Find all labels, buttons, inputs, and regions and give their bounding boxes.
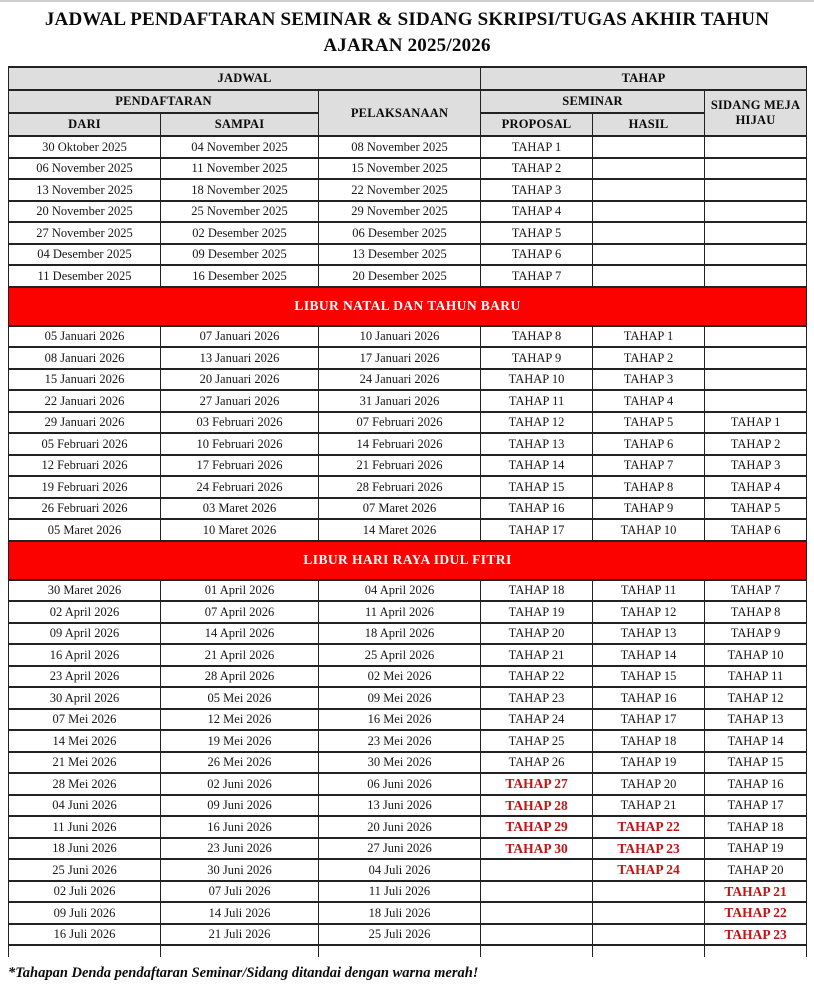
cell-sidang-meja-hijau: TAHAP 4 <box>705 476 807 498</box>
cell-sampai: 24 Februari 2026 <box>161 476 319 498</box>
cell-sidang-meja-hijau <box>705 136 807 158</box>
header-pendaftaran: PENDAFTARAN <box>9 90 319 113</box>
cell-sampai: 16 Desember 2025 <box>161 265 319 287</box>
cell-sampai: 25 November 2025 <box>161 201 319 223</box>
cell-sidang-meja-hijau: TAHAP 19 <box>705 838 807 860</box>
table-row <box>9 519 807 541</box>
cell-sampai: 23 Juni 2026 <box>161 838 319 860</box>
cell-pelaksanaan <box>319 945 481 957</box>
cell-sidang-meja-hijau: TAHAP 13 <box>705 709 807 731</box>
cell-dari: 27 November 2025 <box>9 222 161 244</box>
cell-hasil <box>593 265 705 287</box>
cell-dari: 02 April 2026 <box>9 601 161 623</box>
cell-dari: 05 Februari 2026 <box>9 433 161 455</box>
cell-pelaksanaan: 02 Mei 2026 <box>319 666 481 688</box>
cell-pelaksanaan: 23 Mei 2026 <box>319 730 481 752</box>
cell-proposal <box>481 945 593 957</box>
cell-dari: 07 Mei 2026 <box>9 709 161 731</box>
header-sampai: SAMPAI <box>161 113 319 136</box>
cell-pelaksanaan: 30 Mei 2026 <box>319 752 481 774</box>
cell-hasil <box>593 902 705 924</box>
table-row <box>9 179 807 201</box>
holiday-banner-row <box>9 287 807 326</box>
cell-hasil: TAHAP 18 <box>593 730 705 752</box>
cell-sampai: 30 Juni 2026 <box>161 859 319 881</box>
cell-hasil: TAHAP 20 <box>593 773 705 795</box>
schedule-table-body <box>9 136 807 957</box>
cell-hasil: TAHAP 24 <box>593 859 705 881</box>
cell-sampai: 18 November 2025 <box>161 179 319 201</box>
cell-hasil: TAHAP 21 <box>593 795 705 817</box>
cell-hasil: TAHAP 1 <box>593 326 705 348</box>
cell-proposal <box>481 902 593 924</box>
cell-sampai: 21 April 2026 <box>161 644 319 666</box>
cell-pelaksanaan: 07 Maret 2026 <box>319 498 481 520</box>
cell-pelaksanaan: 28 Februari 2026 <box>319 476 481 498</box>
cell-sampai: 02 Juni 2026 <box>161 773 319 795</box>
cell-dari: 05 Januari 2026 <box>9 326 161 348</box>
header-jadwal: JADWAL <box>9 67 481 90</box>
cell-dari: 11 Juni 2026 <box>9 816 161 838</box>
cell-proposal: TAHAP 24 <box>481 709 593 731</box>
cell-pelaksanaan: 14 Maret 2026 <box>319 519 481 541</box>
cell-proposal <box>481 881 593 903</box>
cell-sampai: 14 April 2026 <box>161 623 319 645</box>
table-row <box>9 838 807 860</box>
cell-proposal: TAHAP 15 <box>481 476 593 498</box>
cell-dari: 04 Desember 2025 <box>9 244 161 266</box>
cell-sidang-meja-hijau: TAHAP 20 <box>705 859 807 881</box>
header-dari: DARI <box>9 113 161 136</box>
cell-pelaksanaan: 07 Februari 2026 <box>319 412 481 434</box>
cell-sidang-meja-hijau: TAHAP 21 <box>705 881 807 903</box>
cell-hasil <box>593 881 705 903</box>
table-row <box>9 709 807 731</box>
table-row <box>9 816 807 838</box>
cell-sampai: 13 Januari 2026 <box>161 347 319 369</box>
cell-sidang-meja-hijau <box>705 244 807 266</box>
cell-hasil: TAHAP 4 <box>593 390 705 412</box>
cell-proposal: TAHAP 28 <box>481 795 593 817</box>
table-row <box>9 623 807 645</box>
table-row <box>9 476 807 498</box>
table-row <box>9 244 807 266</box>
cell-hasil: TAHAP 5 <box>593 412 705 434</box>
cell-dari: 18 Juni 2026 <box>9 838 161 860</box>
cell-pelaksanaan: 22 November 2025 <box>319 179 481 201</box>
header-seminar: SEMINAR <box>481 90 705 113</box>
cell-pelaksanaan: 18 Juli 2026 <box>319 902 481 924</box>
cell-hasil: TAHAP 19 <box>593 752 705 774</box>
cell-pelaksanaan: 25 Juli 2026 <box>319 924 481 946</box>
cell-sampai: 07 Juli 2026 <box>161 881 319 903</box>
cell-proposal: TAHAP 3 <box>481 179 593 201</box>
cell-sidang-meja-hijau: TAHAP 14 <box>705 730 807 752</box>
cell-sidang-meja-hijau: TAHAP 16 <box>705 773 807 795</box>
table-row <box>9 601 807 623</box>
cell-dari: 30 Maret 2026 <box>9 580 161 602</box>
table-row <box>9 666 807 688</box>
table-row <box>9 859 807 881</box>
cell-proposal: TAHAP 20 <box>481 623 593 645</box>
cell-pelaksanaan: 06 Desember 2025 <box>319 222 481 244</box>
schedule-table-header <box>9 67 807 136</box>
cell-pelaksanaan: 13 Desember 2025 <box>319 244 481 266</box>
cell-proposal: TAHAP 7 <box>481 265 593 287</box>
cell-pelaksanaan: 18 April 2026 <box>319 623 481 645</box>
table-row <box>9 773 807 795</box>
table-row <box>9 222 807 244</box>
cell-proposal: TAHAP 11 <box>481 390 593 412</box>
table-row <box>9 644 807 666</box>
cell-sidang-meja-hijau: TAHAP 2 <box>705 433 807 455</box>
cell-pelaksanaan: 15 November 2025 <box>319 158 481 180</box>
cell-pelaksanaan: 04 April 2026 <box>319 580 481 602</box>
cell-sidang-meja-hijau: TAHAP 12 <box>705 687 807 709</box>
table-row <box>9 924 807 946</box>
cell-dari: 13 November 2025 <box>9 179 161 201</box>
cell-sampai: 03 Februari 2026 <box>161 412 319 434</box>
table-row <box>9 580 807 602</box>
cell-sidang-meja-hijau: TAHAP 7 <box>705 580 807 602</box>
cell-pelaksanaan: 13 Juni 2026 <box>319 795 481 817</box>
cell-proposal: TAHAP 25 <box>481 730 593 752</box>
cell-proposal: TAHAP 9 <box>481 347 593 369</box>
table-row <box>9 945 807 957</box>
cell-dari: 28 Mei 2026 <box>9 773 161 795</box>
cell-hasil: TAHAP 12 <box>593 601 705 623</box>
cell-dari: 21 Mei 2026 <box>9 752 161 774</box>
cell-sidang-meja-hijau <box>705 390 807 412</box>
cell-sampai: 09 Desember 2025 <box>161 244 319 266</box>
cell-proposal: TAHAP 16 <box>481 498 593 520</box>
cell-hasil: TAHAP 8 <box>593 476 705 498</box>
cell-dari: 26 Februari 2026 <box>9 498 161 520</box>
cell-hasil <box>593 136 705 158</box>
table-row <box>9 498 807 520</box>
cell-proposal: TAHAP 13 <box>481 433 593 455</box>
cell-sampai: 12 Mei 2026 <box>161 709 319 731</box>
table-row <box>9 752 807 774</box>
table-row <box>9 136 807 158</box>
schedule-page <box>0 7 814 982</box>
cell-dari: 30 Oktober 2025 <box>9 136 161 158</box>
cell-hasil: TAHAP 22 <box>593 816 705 838</box>
cell-dari: 16 Juli 2026 <box>9 924 161 946</box>
table-row <box>9 347 807 369</box>
cell-sampai: 14 Juli 2026 <box>161 902 319 924</box>
cell-pelaksanaan: 29 November 2025 <box>319 201 481 223</box>
cell-hasil: TAHAP 15 <box>593 666 705 688</box>
cell-dari: 12 Februari 2026 <box>9 455 161 477</box>
cell-dari: 14 Mei 2026 <box>9 730 161 752</box>
cell-sidang-meja-hijau: TAHAP 15 <box>705 752 807 774</box>
cell-dari: 25 Juni 2026 <box>9 859 161 881</box>
cell-proposal: TAHAP 23 <box>481 687 593 709</box>
cell-pelaksanaan: 25 April 2026 <box>319 644 481 666</box>
table-row <box>9 369 807 391</box>
header-hasil: HASIL <box>593 113 705 136</box>
cell-pelaksanaan: 24 Januari 2026 <box>319 369 481 391</box>
cell-sampai: 10 Maret 2026 <box>161 519 319 541</box>
cell-proposal: TAHAP 5 <box>481 222 593 244</box>
cell-sidang-meja-hijau <box>705 369 807 391</box>
holiday-banner-label: LIBUR NATAL DAN TAHUN BARU <box>9 287 807 326</box>
cell-dari: 09 Juli 2026 <box>9 902 161 924</box>
cell-hasil: TAHAP 13 <box>593 623 705 645</box>
cell-proposal: TAHAP 30 <box>481 838 593 860</box>
cell-sidang-meja-hijau: TAHAP 11 <box>705 666 807 688</box>
holiday-banner-row <box>9 541 807 580</box>
header-pelaksanaan: PELAKSANAAN <box>319 90 481 136</box>
cell-hasil: TAHAP 14 <box>593 644 705 666</box>
cell-hasil: TAHAP 3 <box>593 369 705 391</box>
cell-hasil: TAHAP 16 <box>593 687 705 709</box>
cell-dari: 09 April 2026 <box>9 623 161 645</box>
cell-pelaksanaan: 09 Mei 2026 <box>319 687 481 709</box>
cell-sidang-meja-hijau: TAHAP 6 <box>705 519 807 541</box>
cell-sampai: 16 Juni 2026 <box>161 816 319 838</box>
cell-hasil: TAHAP 9 <box>593 498 705 520</box>
cell-sidang-meja-hijau <box>705 347 807 369</box>
cell-sampai: 19 Mei 2026 <box>161 730 319 752</box>
cell-hasil <box>593 158 705 180</box>
cell-sidang-meja-hijau <box>705 179 807 201</box>
cell-pelaksanaan: 17 Januari 2026 <box>319 347 481 369</box>
page-title: JADWAL PENDAFTARAN SEMINAR & SIDANG SKRIPSI/TUGAS AKHIR TAHUN AJARAN 2025/2026 <box>44 9 770 57</box>
cell-dari <box>9 945 161 957</box>
cell-sidang-meja-hijau: TAHAP 3 <box>705 455 807 477</box>
cell-sidang-meja-hijau <box>705 158 807 180</box>
cell-sidang-meja-hijau: TAHAP 18 <box>705 816 807 838</box>
cell-dari: 29 Januari 2026 <box>9 412 161 434</box>
cell-dari: 20 November 2025 <box>9 201 161 223</box>
cell-proposal: TAHAP 26 <box>481 752 593 774</box>
cell-sampai: 04 November 2025 <box>161 136 319 158</box>
cell-hasil <box>593 201 705 223</box>
cell-pelaksanaan: 04 Juli 2026 <box>319 859 481 881</box>
cell-sampai: 21 Juli 2026 <box>161 924 319 946</box>
table-row <box>9 265 807 287</box>
cell-dari: 06 November 2025 <box>9 158 161 180</box>
cell-pelaksanaan: 11 Juli 2026 <box>319 881 481 903</box>
table-row <box>9 158 807 180</box>
cell-proposal: TAHAP 19 <box>481 601 593 623</box>
cell-sidang-meja-hijau <box>705 265 807 287</box>
cell-hasil <box>593 924 705 946</box>
cell-pelaksanaan: 20 Desember 2025 <box>319 265 481 287</box>
cell-sampai: 28 April 2026 <box>161 666 319 688</box>
cell-pelaksanaan: 14 Februari 2026 <box>319 433 481 455</box>
cell-pelaksanaan: 10 Januari 2026 <box>319 326 481 348</box>
cell-dari: 30 April 2026 <box>9 687 161 709</box>
header-tahap: TAHAP <box>481 67 807 90</box>
cell-sampai: 09 Juni 2026 <box>161 795 319 817</box>
cell-hasil: TAHAP 2 <box>593 347 705 369</box>
table-row <box>9 902 807 924</box>
cell-pelaksanaan: 08 November 2025 <box>319 136 481 158</box>
header-sidang-meja-hijau: SIDANG MEJA HIJAU <box>705 90 807 136</box>
header-proposal: PROPOSAL <box>481 113 593 136</box>
cell-pelaksanaan: 16 Mei 2026 <box>319 709 481 731</box>
cell-hasil: TAHAP 11 <box>593 580 705 602</box>
cell-dari: 04 Juni 2026 <box>9 795 161 817</box>
cell-proposal <box>481 859 593 881</box>
cell-proposal: TAHAP 22 <box>481 666 593 688</box>
table-row <box>9 881 807 903</box>
cell-pelaksanaan: 11 April 2026 <box>319 601 481 623</box>
cell-sidang-meja-hijau <box>705 222 807 244</box>
cell-proposal: TAHAP 27 <box>481 773 593 795</box>
cell-sampai: 26 Mei 2026 <box>161 752 319 774</box>
table-row <box>9 412 807 434</box>
cell-proposal: TAHAP 14 <box>481 455 593 477</box>
cell-sampai: 17 Februari 2026 <box>161 455 319 477</box>
cell-hasil: TAHAP 6 <box>593 433 705 455</box>
cell-dari: 16 April 2026 <box>9 644 161 666</box>
table-row <box>9 795 807 817</box>
cell-sampai: 27 Januari 2026 <box>161 390 319 412</box>
table-row <box>9 730 807 752</box>
cell-sampai: 11 November 2025 <box>161 158 319 180</box>
cell-dari: 23 April 2026 <box>9 666 161 688</box>
footnote-note: *Tahapan Denda pendaftaran Seminar/Sidang ditandai dengan warna merah! <box>8 965 479 982</box>
cell-sidang-meja-hijau: TAHAP 9 <box>705 623 807 645</box>
cell-hasil <box>593 244 705 266</box>
cell-sidang-meja-hijau: TAHAP 1 <box>705 412 807 434</box>
table-row <box>9 455 807 477</box>
cell-pelaksanaan: 27 Juni 2026 <box>319 838 481 860</box>
cell-dari: 15 Januari 2026 <box>9 369 161 391</box>
cell-dari: 22 Januari 2026 <box>9 390 161 412</box>
cell-pelaksanaan: 06 Juni 2026 <box>319 773 481 795</box>
cell-dari: 05 Maret 2026 <box>9 519 161 541</box>
cell-sampai <box>161 945 319 957</box>
cell-dari: 19 Februari 2026 <box>9 476 161 498</box>
cell-sampai: 07 April 2026 <box>161 601 319 623</box>
cell-sidang-meja-hijau: TAHAP 22 <box>705 902 807 924</box>
table-row <box>9 326 807 348</box>
cell-pelaksanaan: 31 Januari 2026 <box>319 390 481 412</box>
cell-sampai: 01 April 2026 <box>161 580 319 602</box>
cell-proposal: TAHAP 18 <box>481 580 593 602</box>
holiday-banner-label: LIBUR HARI RAYA IDUL FITRI <box>9 541 807 580</box>
cell-hasil: TAHAP 10 <box>593 519 705 541</box>
cell-pelaksanaan: 20 Juni 2026 <box>319 816 481 838</box>
cell-sampai: 05 Mei 2026 <box>161 687 319 709</box>
cell-sidang-meja-hijau <box>705 201 807 223</box>
cell-hasil: TAHAP 17 <box>593 709 705 731</box>
cell-dari: 08 Januari 2026 <box>9 347 161 369</box>
cell-proposal: TAHAP 2 <box>481 158 593 180</box>
table-row <box>9 433 807 455</box>
cell-proposal: TAHAP 10 <box>481 369 593 391</box>
cell-hasil <box>593 222 705 244</box>
cell-proposal: TAHAP 21 <box>481 644 593 666</box>
cell-dari: 11 Desember 2025 <box>9 265 161 287</box>
cell-pelaksanaan: 21 Februari 2026 <box>319 455 481 477</box>
cell-hasil: TAHAP 23 <box>593 838 705 860</box>
cell-sampai: 07 Januari 2026 <box>161 326 319 348</box>
cell-sidang-meja-hijau: TAHAP 17 <box>705 795 807 817</box>
schedule-table <box>8 66 807 957</box>
cell-sampai: 03 Maret 2026 <box>161 498 319 520</box>
cell-sampai: 10 Februari 2026 <box>161 433 319 455</box>
cell-sidang-meja-hijau: TAHAP 8 <box>705 601 807 623</box>
cell-sampai: 02 Desember 2025 <box>161 222 319 244</box>
cell-proposal <box>481 924 593 946</box>
table-row <box>9 390 807 412</box>
cell-proposal: TAHAP 29 <box>481 816 593 838</box>
table-row <box>9 687 807 709</box>
cell-proposal: TAHAP 6 <box>481 244 593 266</box>
cell-sampai: 20 Januari 2026 <box>161 369 319 391</box>
cell-proposal: TAHAP 12 <box>481 412 593 434</box>
cell-sidang-meja-hijau: TAHAP 10 <box>705 644 807 666</box>
cell-sidang-meja-hijau: TAHAP 5 <box>705 498 807 520</box>
cell-hasil <box>593 945 705 957</box>
cell-proposal: TAHAP 8 <box>481 326 593 348</box>
cell-proposal: TAHAP 4 <box>481 201 593 223</box>
cell-sidang-meja-hijau <box>705 326 807 348</box>
cell-hasil <box>593 179 705 201</box>
cell-sidang-meja-hijau: TAHAP 23 <box>705 924 807 946</box>
cell-sidang-meja-hijau <box>705 945 807 957</box>
cell-dari: 02 Juli 2026 <box>9 881 161 903</box>
table-row <box>9 201 807 223</box>
cell-hasil: TAHAP 7 <box>593 455 705 477</box>
cell-proposal: TAHAP 17 <box>481 519 593 541</box>
cell-proposal: TAHAP 1 <box>481 136 593 158</box>
